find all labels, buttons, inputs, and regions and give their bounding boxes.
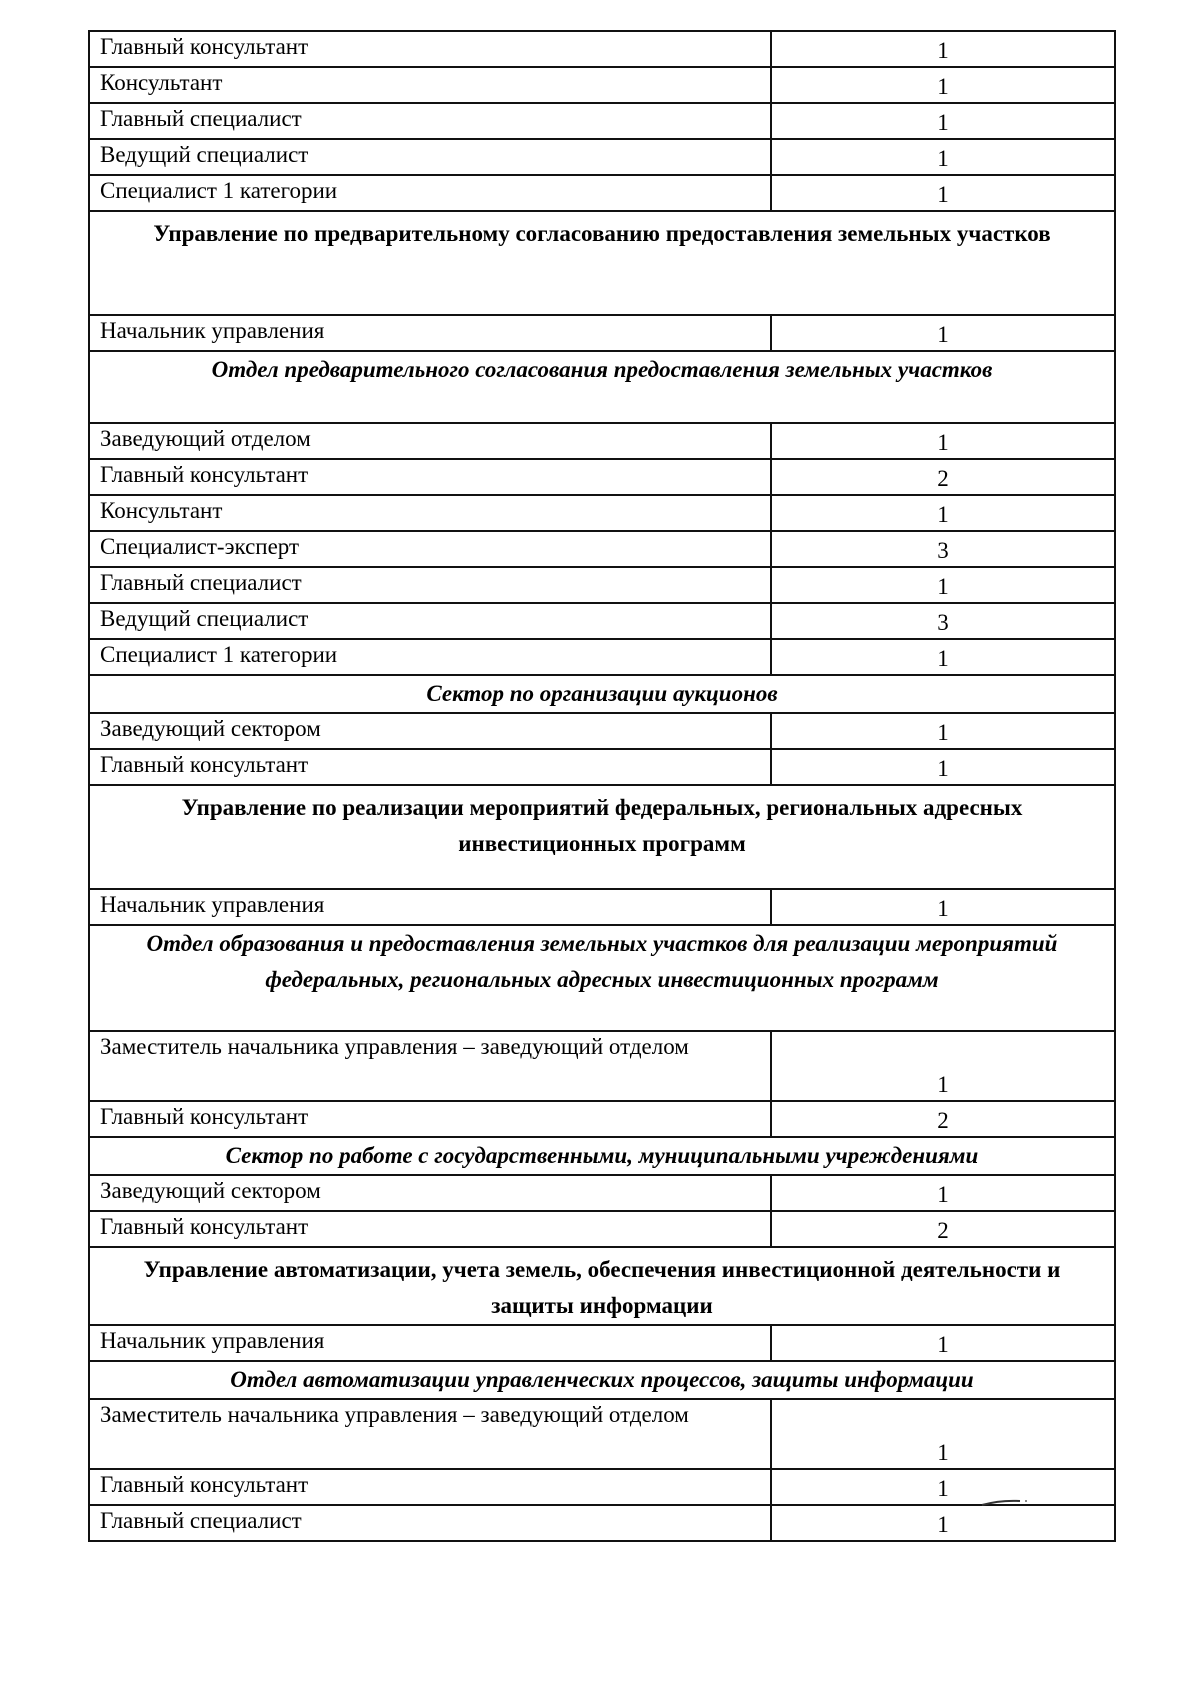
table-row	[89, 103, 1115, 139]
position-name-cell: Главный специалист	[89, 567, 771, 603]
table-row	[89, 175, 1115, 211]
position-count-cell: 1	[771, 639, 1115, 675]
position-count-cell: 1	[771, 1505, 1115, 1541]
unit-heading: Сектор по работе с государственными, муниципальными учреждениями	[89, 1137, 1115, 1175]
position-name-cell: Консультант	[89, 495, 771, 531]
position-count-cell: 1	[771, 139, 1115, 175]
document-page	[88, 30, 1116, 1542]
position-count-cell: 1	[771, 67, 1115, 103]
subsection-heading-row	[89, 351, 1115, 423]
unit-heading: Сектор по организации аукционов	[89, 675, 1115, 713]
position-count-cell: 2	[771, 459, 1115, 495]
table-row	[89, 1175, 1115, 1211]
subsection-heading-row	[89, 1137, 1115, 1175]
table-row	[89, 1325, 1115, 1361]
table-row	[89, 1031, 1115, 1101]
unit-heading: Отдел автоматизации управленческих процессов, защиты информации	[89, 1361, 1115, 1399]
position-name-cell: Главный консультант	[89, 1469, 771, 1505]
position-count-cell: 1	[771, 1469, 1115, 1505]
position-name-cell: Заведующий отделом	[89, 423, 771, 459]
position-name-cell: Главный консультант	[89, 1101, 771, 1137]
staff-table	[88, 30, 1116, 1542]
position-name-cell: Специалист 1 категории	[89, 175, 771, 211]
position-count-cell: 3	[771, 531, 1115, 567]
position-name-cell: Заместитель начальника управления – заведующий отделом	[89, 1399, 771, 1469]
subsection-heading-row	[89, 925, 1115, 1031]
position-count-cell: 3	[771, 603, 1115, 639]
position-name-cell: Заведующий сектором	[89, 1175, 771, 1211]
position-count-cell: 1	[771, 315, 1115, 351]
department-heading: Управление автоматизации, учета земель, обеспечения инвестиционной деятельности и защиты информации	[89, 1247, 1115, 1325]
table-row	[89, 1505, 1115, 1541]
position-count-cell: 1	[771, 889, 1115, 925]
table-row	[89, 531, 1115, 567]
table-row	[89, 67, 1115, 103]
section-heading-row	[89, 1247, 1115, 1325]
table-row	[89, 889, 1115, 925]
position-name-cell: Главный консультант	[89, 31, 771, 67]
position-name-cell: Специалист 1 категории	[89, 639, 771, 675]
position-name-cell: Главный консультант	[89, 459, 771, 495]
position-count-cell: 2	[771, 1211, 1115, 1247]
position-count-cell: 1	[771, 1325, 1115, 1361]
position-name-cell: Заведующий сектором	[89, 713, 771, 749]
position-name-cell: Ведущий специалист	[89, 603, 771, 639]
table-row	[89, 713, 1115, 749]
position-name-cell: Главный консультант	[89, 1211, 771, 1247]
position-name-cell: Главный специалист	[89, 1505, 771, 1541]
position-name-cell: Главный консультант	[89, 749, 771, 785]
unit-heading: Отдел образования и предоставления земельных участков для реализации мероприятий федеральных, региональных адресных инвестиционных программ	[89, 925, 1115, 1031]
table-row	[89, 1399, 1115, 1469]
table-row	[89, 567, 1115, 603]
position-count-cell: 1	[771, 1031, 1115, 1101]
position-count-cell: 1	[771, 103, 1115, 139]
table-row	[89, 1211, 1115, 1247]
position-count-cell: 2	[771, 1101, 1115, 1137]
position-count-cell: 1	[771, 175, 1115, 211]
position-name-cell: Начальник управления	[89, 1325, 771, 1361]
table-row	[89, 495, 1115, 531]
position-count-cell: 1	[771, 1399, 1115, 1469]
position-name-cell: Специалист-эксперт	[89, 531, 771, 567]
position-count-cell: 1	[771, 749, 1115, 785]
position-count-cell: 1	[771, 1175, 1115, 1211]
position-count-cell: 1	[771, 423, 1115, 459]
table-row	[89, 1469, 1115, 1505]
department-heading: Управление по предварительному согласованию предоставления земельных участков	[89, 211, 1115, 315]
position-name-cell: Начальник управления	[89, 315, 771, 351]
position-count-cell: 1	[771, 495, 1115, 531]
position-count-cell: 1	[771, 31, 1115, 67]
table-row	[89, 749, 1115, 785]
table-row	[89, 459, 1115, 495]
table-row	[89, 315, 1115, 351]
department-heading: Управление по реализации мероприятий федеральных, региональных адресных инвестиционных программ	[89, 785, 1115, 889]
table-row	[89, 423, 1115, 459]
unit-heading: Отдел предварительного согласования предоставления земельных участков	[89, 351, 1115, 423]
pen-mark	[980, 1498, 1030, 1506]
position-name-cell: Консультант	[89, 67, 771, 103]
table-row	[89, 139, 1115, 175]
position-name-cell: Заместитель начальника управления – заведующий отделом	[89, 1031, 771, 1101]
table-row	[89, 1101, 1115, 1137]
subsection-heading-row	[89, 675, 1115, 713]
subsection-heading-row	[89, 1361, 1115, 1399]
position-name-cell: Начальник управления	[89, 889, 771, 925]
staff-table-body	[89, 31, 1115, 1541]
table-row	[89, 31, 1115, 67]
table-row	[89, 639, 1115, 675]
position-count-cell: 1	[771, 567, 1115, 603]
position-count-cell: 1	[771, 713, 1115, 749]
table-row	[89, 603, 1115, 639]
position-name-cell: Ведущий специалист	[89, 139, 771, 175]
section-heading-row	[89, 785, 1115, 889]
section-heading-row	[89, 211, 1115, 315]
position-name-cell: Главный специалист	[89, 103, 771, 139]
